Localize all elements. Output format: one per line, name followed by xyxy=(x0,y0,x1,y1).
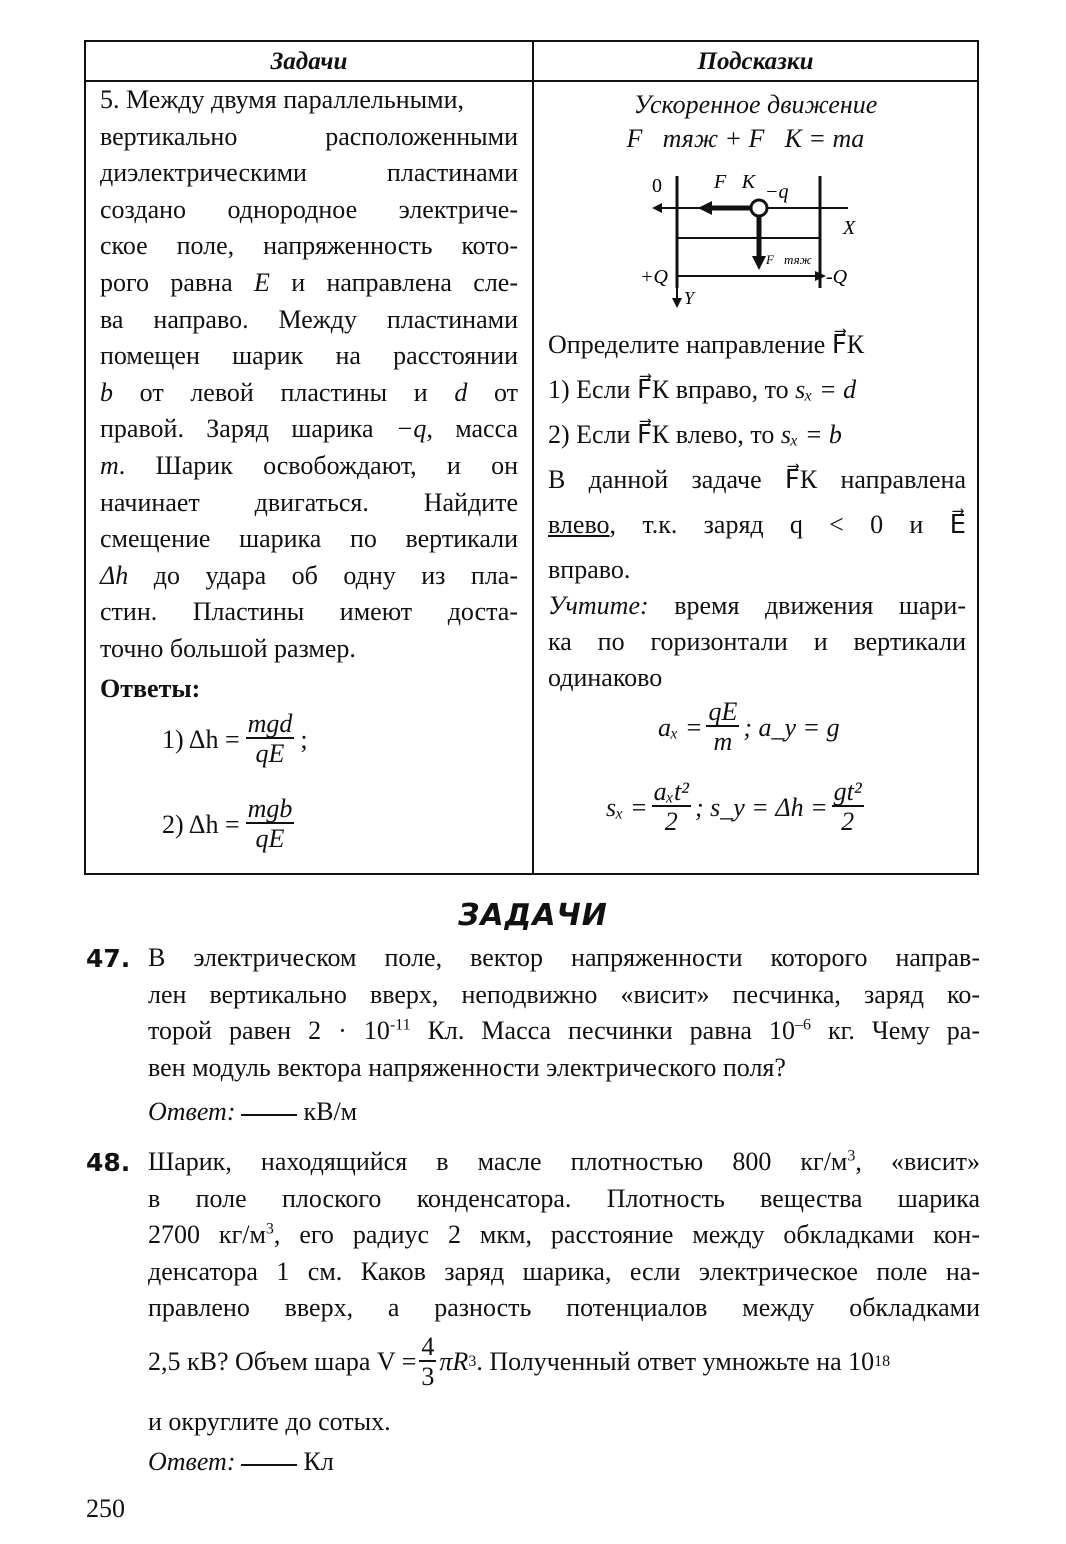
task-5-line: правой. Заряд шарика −q, масса xyxy=(100,414,518,444)
hint-line: влево, т.к. заряд q < 0 и E⃗ xyxy=(548,510,966,539)
hint-line: 1) Если F⃗К вправо, то sₓ = d xyxy=(548,375,857,404)
hint-formula-acceleration: aₓ = $\frac{qE}{m}$ ; a_y = g xyxy=(658,697,840,757)
answer-1: 1) Δh = $\frac{\text{mgd}}{qE}$ ; xyxy=(162,709,308,769)
problem-47-number: 47. xyxy=(86,944,131,973)
task-5-line: создано однородное электриче- xyxy=(100,194,518,224)
problem-line: в поле плоского конденсатора. Плотность вещества шарика xyxy=(148,1183,980,1213)
task-5-line: m. Шарик освобождают, и он xyxy=(100,450,518,480)
diagram-label-fk: F⃗К xyxy=(714,171,756,193)
task-5-line: начинает двигаться. Найдите xyxy=(100,487,518,517)
problem-47-answer: Ответ: кВ/м xyxy=(148,1097,358,1126)
diagram-label-x: X xyxy=(843,217,856,239)
task-5-line: 5. Между двумя параллельными, xyxy=(100,85,464,114)
problem-line: торой равен $2 \cdot 10^{-11}$ Кл. Масса песчинки равна $10^{-6}$ кг. Чему ра- xyxy=(148,1016,980,1045)
hints-body xyxy=(548,322,966,592)
problem-48-text xyxy=(148,1144,980,1481)
task-5-text xyxy=(100,82,518,668)
gravity-arrow-head xyxy=(752,256,766,270)
vector-E-symbol: E xyxy=(253,267,270,297)
problem-line: и округлите до сотых. xyxy=(148,1406,391,1436)
hint-note-line: одинаково xyxy=(548,663,663,692)
task-5-line: диэлектрическими пластинами xyxy=(100,158,518,188)
hint-formula-displacement: sₓ = $\frac{\text{aₓt²}}{2}$ ; s_y = Δh = $\frac{\text{gt²}}{2}$ xyxy=(606,777,862,837)
problem-line: 2,5 кВ? Объем шара V = $\frac{4}{3}$ πR 3 . Полученный ответ умножьте на 10 18 xyxy=(148,1331,891,1391)
answer-blank[interactable] xyxy=(241,1464,297,1466)
task-5-line: b от левой пластины и d от xyxy=(100,377,519,407)
hint-line: 2) Если F⃗К влево, то sₓ = b xyxy=(548,420,842,449)
problem-line: лен вертикально вверх, неподвижно «висит» песчинка, заряд ко- xyxy=(148,979,980,1009)
task-5-line: помещен шарик на расстоянии xyxy=(100,341,518,371)
answers-title: Ответы: xyxy=(100,674,201,703)
answer-1-fraction: $\frac{\text{mgd}}{qE}$ xyxy=(247,709,293,769)
hint-line: вправо. xyxy=(548,555,631,584)
task-5-line: ское поле, напряженность кото- xyxy=(100,231,518,261)
problem-line: денсатора 1 см. Каков заряд шарика, если электрическое поле на- xyxy=(148,1256,980,1286)
answer-2-fraction: $\frac{\text{mgb}}{qE}$ xyxy=(247,794,293,854)
plates-diagram xyxy=(600,170,900,315)
hints-header xyxy=(534,86,977,154)
answer-blank[interactable] xyxy=(241,1114,297,1116)
hint-title: Ускоренное движение xyxy=(633,90,878,119)
problem-line: Шарик, находящийся в масле плотностью 800 $кг/м^3$, «висит» xyxy=(148,1147,980,1176)
hint-note-line: Учтите: время движения шари- xyxy=(548,591,966,620)
hint-equation: F⃗тяж + F⃗К = ma⃗ xyxy=(626,124,885,153)
problem-47-text xyxy=(148,940,980,1131)
page-number: 250 xyxy=(86,1494,125,1523)
y-axis-arrow xyxy=(672,298,682,308)
task-5-line: вертикально расположенными xyxy=(100,121,518,151)
problem-48-answer: Ответ: Кл xyxy=(148,1447,334,1477)
hint-line: Определите направление F⃗К xyxy=(548,330,865,359)
answer-2: 2) Δh = $\frac{\text{mgb}}{qE}$ xyxy=(162,794,293,854)
task-5-line: ва направо. Между пластинами xyxy=(100,304,518,334)
diagram-label-plus-Q: +Q xyxy=(640,266,668,288)
diagram-label-y: Y xyxy=(684,288,695,308)
task-5-line: Δh до удара об одну из пла- xyxy=(100,560,519,590)
diagram-label-minus-Q: -Q xyxy=(826,266,848,288)
table-header-hints: Подсказки xyxy=(697,48,814,75)
task-5-line: смещение шарика по вертикали xyxy=(100,524,518,554)
table-header-tasks: Задачи xyxy=(270,48,348,75)
task-5-line: точно большой размер. xyxy=(100,633,356,663)
task-5-line: рого равна E и направлена сле- xyxy=(100,267,518,297)
problem-48-number: 48. xyxy=(86,1148,131,1177)
task-5-line: стин. Пластины имеют доста- xyxy=(100,597,518,627)
problem-line: правлено вверх, а разность потенциалов между обкладками xyxy=(148,1293,980,1322)
fk-arrow-head xyxy=(698,201,712,215)
problem-line: вен модуль вектора напряженности электрического поля? xyxy=(148,1052,786,1082)
problem-line: В электрическом поле, вектор напряженности которого направ- xyxy=(148,943,980,972)
x-axis-arrow xyxy=(652,203,662,213)
hint-note xyxy=(548,588,966,696)
section-title: ЗАДАЧИ xyxy=(458,898,608,933)
diagram-label-ftyazh: F⃗тяж xyxy=(766,252,812,267)
table-column-divider xyxy=(532,42,534,873)
problem-line: 2700 $кг/м^3$, его радиус 2 мкм, расстояние между обкладками кон- xyxy=(148,1220,981,1249)
hint-note-line: ка по горизонтали и вертикали xyxy=(548,627,966,656)
hint-line: В данной задаче F⃗К направлена xyxy=(548,465,966,494)
diagram-label-zero: 0 xyxy=(652,175,662,197)
diagram-label-minus-q: −q xyxy=(765,181,789,203)
